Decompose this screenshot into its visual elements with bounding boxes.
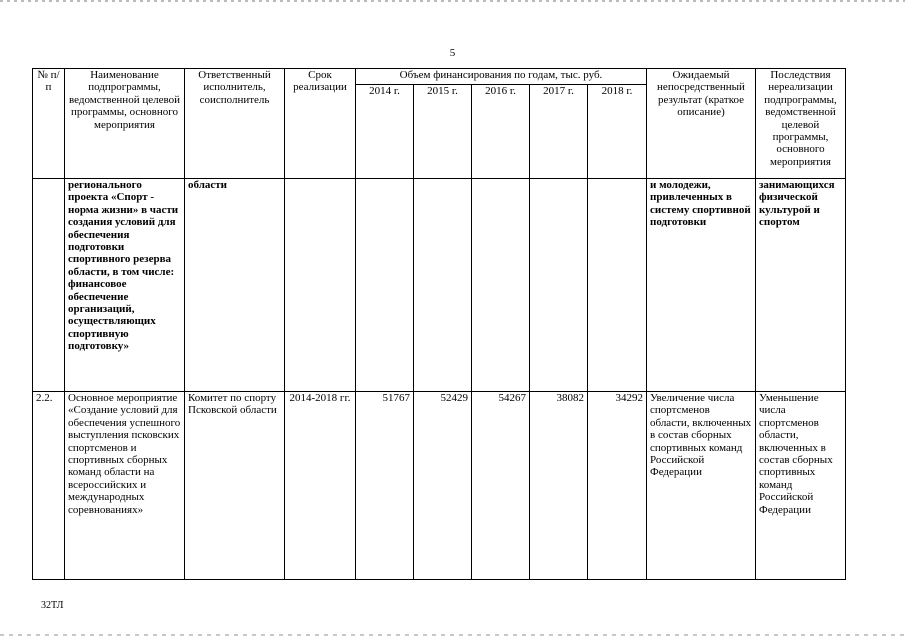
row-value: 34292 (588, 392, 647, 580)
header-year: 2018 г. (588, 85, 647, 179)
row-value: 52429 (414, 392, 472, 580)
header-year: 2014 г. (356, 85, 414, 179)
header-year: 2015 г. (414, 85, 472, 179)
row-name: Основное мероприятие «Создание условий для обеспечения успешного выступления псковских спортсменов и спортивных сборных команд области на всероссийских и международных соревнованиях» (65, 392, 185, 580)
header-executor: Ответственный исполнитель, соисполнитель (185, 69, 285, 179)
row-value (472, 179, 530, 392)
row-result: и молодежи, привлеченных в систему спортивной подготовки (647, 179, 756, 392)
row-consequence: занимающихся физической культурой и спортом (756, 179, 846, 392)
table-row (33, 392, 846, 580)
header-name: Наименование подпрограммы, ведомственной целевой программы, основного мероприятия (65, 69, 185, 179)
row-executor: Комитет по спорту Псковской области (185, 392, 285, 580)
header-year: 2016 г. (472, 85, 530, 179)
header-num: № п/п (33, 69, 65, 179)
row-value (414, 179, 472, 392)
header-result: Ожидаемый непосредственный результат (краткое описание) (647, 69, 756, 179)
footer-code: 32ТЛ (41, 600, 64, 611)
header-year: 2017 г. (530, 85, 588, 179)
header-consequence: Последствия нереализации подпрограммы, ведомственной целевой программы, основного мероприятия (756, 69, 846, 179)
program-table (32, 68, 846, 580)
row-result: Увеличение числа спортсменов области, включенных в состав сборных спортивных команд Российской Федерации (647, 392, 756, 580)
header-term: Срок реализации (285, 69, 356, 179)
header-row (33, 69, 846, 85)
row-value: 51767 (356, 392, 414, 580)
row-value (530, 179, 588, 392)
row-num (33, 179, 65, 392)
row-value: 38082 (530, 392, 588, 580)
row-value (588, 179, 647, 392)
row-term: 2014-2018 гг. (285, 392, 356, 580)
row-value: 54267 (472, 392, 530, 580)
row-term (285, 179, 356, 392)
row-num: 2.2. (33, 392, 65, 580)
row-executor: области (185, 179, 285, 392)
header-financing: Объем финансирования по годам, тыс. руб. (356, 69, 647, 85)
row-consequence: Уменьшение числа спортсменов области, включенных в состав сборных спортивных команд Российской Федерации (756, 392, 846, 580)
scan-artifact-top (0, 0, 905, 2)
table-row (33, 179, 846, 392)
page-number: 5 (449, 47, 456, 59)
row-value (356, 179, 414, 392)
row-name: регионального проекта «Спорт - норма жизни» в части создания условий для обеспечения подготовки спортивного резерва области, в том числе: финансовое обеспечение организаций, осуществляющих спортивную подготовку» (65, 179, 185, 392)
scan-artifact-bottom (0, 634, 905, 636)
